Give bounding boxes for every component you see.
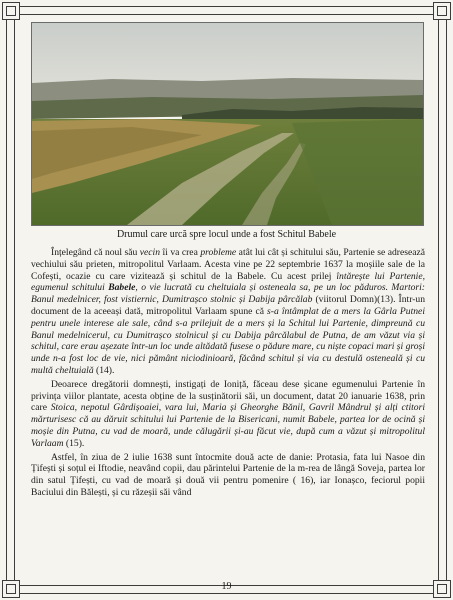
text-run-bold-italic: Babele (108, 282, 136, 294)
text-run: Deoarece dregătorii domnești, instigați de Ioniță, făceau dese șicane egumenului Partenie în privința viilor plantate, acesta obține de la susținătorii săi, un document, datat 20 ianuarie 1638, prin care (31, 378, 425, 414)
paragraph-2 (31, 379, 425, 450)
page-number: 19 (221, 581, 232, 592)
landscape-photo (31, 22, 424, 226)
text-run: (15). (63, 437, 85, 449)
text-run-italic: vecin (139, 247, 161, 258)
text-run: atât lui cât și schitului său, Partenie se adresează vechiului său prieten, mitropolitul Varlaam. Acesta vine pe 22 septembrie 1637 la moșiile sale de la Cofești, ocazie cu care vizitează și schitul de la Babele. Cu acest prilej (31, 247, 426, 282)
text-run: (viitorul Domn)(13). Într-un document de la aceeași dată, mitropolitul Varlaam spune că (31, 294, 425, 317)
text-run: (14). (93, 364, 115, 376)
text-run-italic: întărește lui Partenie, egumenul schitului (31, 270, 425, 294)
paragraph-1 (31, 247, 425, 377)
photo-caption: Drumul care urcă spre locul unde a fost Schitul Babele (116, 229, 337, 240)
text-run: Înțelegând că noul său (51, 247, 140, 258)
text-run-italic: s-a întâmplat de a mers la Gârla Putnei pentru unele interese ale sale, când s-a prilejuit de a mers și la Schitul lui Partenie, dimpreună cu Banul medelnicerul, cu Dumitrașco stolnicul și cu Dabija pârcălabul de Putna, de am văzut via și schitul, care erau așezate într-un loc unde altădată fusese o pădure mare, cu niște copaci mari și groși unde n-a fost loc de vie, nici pământ niciodinioară, făcând schitul și via cu destulă osteneală și cu multă cheltuială (31, 305, 425, 376)
text-run: îi va crea (160, 247, 201, 258)
paragraph-3: Astfel, în ziua de 2 iulie 1638 sunt întocmite două acte de danie: Protasia, fata lui Nasoe din Țifești și soțul ei Iftodie, neavând copii, dau părintelui Partenie de la m-rea de lângă Soveja, partea lor din satul Țifești, cu vad de moară și două vii pentru pomenire ( 16), iar Ionașco, feciorul popii Baciului din Bălești, și cu răzeșii săi vând (31, 451, 425, 498)
corner-ornament-top-right (433, 2, 451, 20)
text-run-italic: , o vie lucrată cu cheltuiala și osteneala sa, pe un loc păduros. Martori: Banul medelnicer, fost vistiernic, Dumitrașco stolnic și Dabija pârcălab (31, 282, 425, 306)
text-run-italic: probleme (200, 247, 237, 258)
corner-ornament-top-left (2, 2, 20, 20)
body-text (31, 247, 425, 499)
text-run-italic: Stoica, nepotul Gârdișoaiei, vara lui, Maria și Gheorghe Bănil, Gavril Mândrul și alți ctitori mărturisesc că au dăruit schitului lui Partenie de la Bisericani, numit Babele, partea lor de ocină și moșie din Putna, cu vad de moară, unde călugării și-au făcut vie, după cum a văzut și mitropolitul Varlaam (31, 402, 425, 449)
